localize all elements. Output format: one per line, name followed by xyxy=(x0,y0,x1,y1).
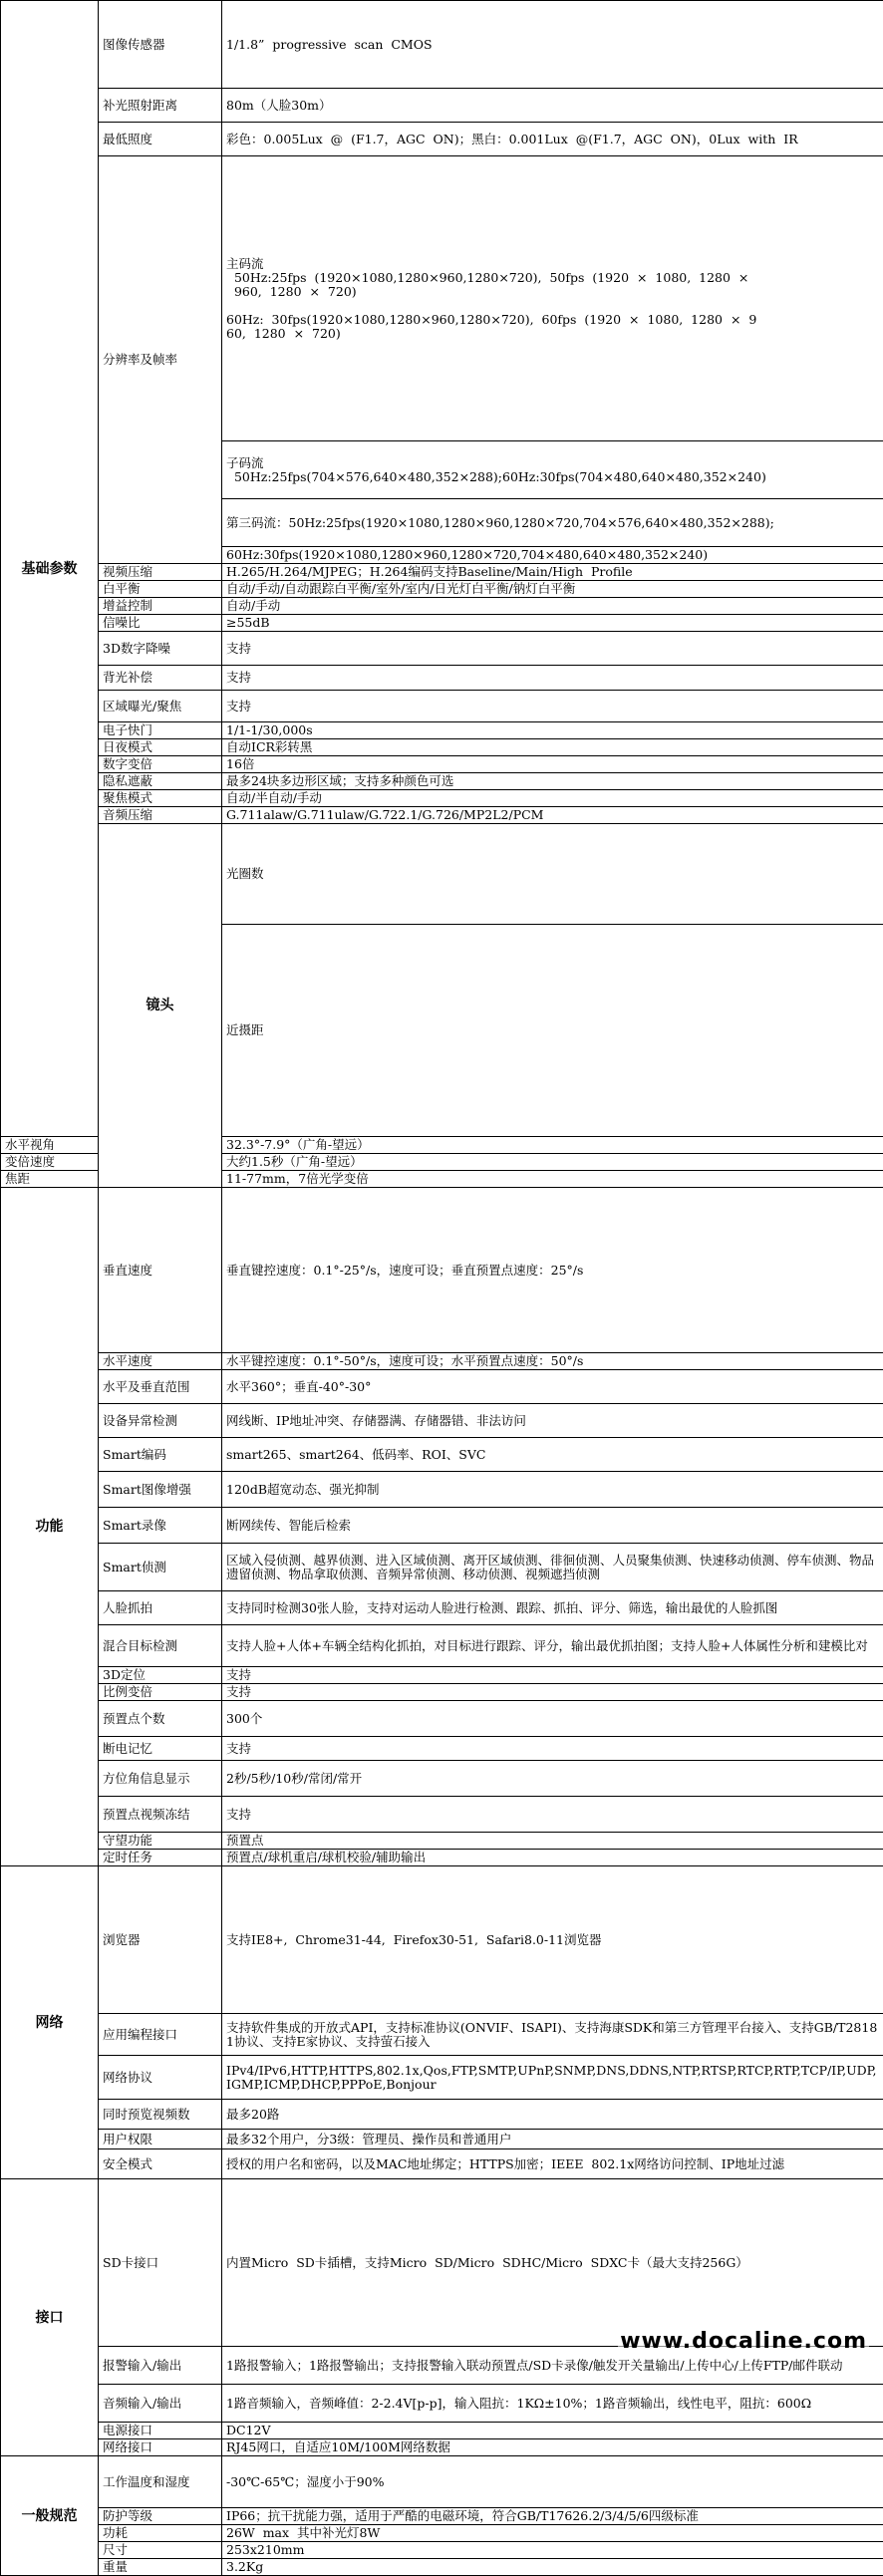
spec-value: 253x210mm xyxy=(222,2542,883,2559)
table-row xyxy=(1,1353,883,1370)
table-row xyxy=(1,2385,883,2423)
table-row xyxy=(1,2423,883,2439)
spec-value: 支持 xyxy=(222,666,883,691)
spec-key: 防护等级 xyxy=(99,2508,222,2525)
spec-value: DC12V xyxy=(222,2423,883,2439)
spec-value: 支持软件集成的开放式API，支持标准协议(ONVIF、ISAPI)、支持海康SDK和第三方管理平台接入、支持GB/T28181协议、支持E家协议、支持萤石接入 xyxy=(222,2014,883,2056)
spec-value: 支持同时检测30张人脸，支持对运动人脸进行检测、跟踪、抓拍、评分、筛选，输出最优的人脸抓图 xyxy=(222,1591,883,1625)
spec-key: 信噪比 xyxy=(99,615,222,632)
spec-value: 支持 xyxy=(222,632,883,666)
spec-value: 内置Micro SD卡插槽，支持Micro SD/Micro SDHC/Micro SDXC卡（最大支持256G） xyxy=(222,2179,883,2347)
spec-value: 自动/半自动/手动 xyxy=(222,790,883,807)
table-row xyxy=(1,1438,883,1472)
spec-value: 1/1.8” progressive scan CMOS xyxy=(222,1,883,89)
spec-value: 支持 xyxy=(222,1667,883,1684)
spec-key: 焦距 xyxy=(1,1171,99,1188)
table-row xyxy=(1,1761,883,1797)
table-row xyxy=(1,1188,883,1353)
spec-value: 26W max 其中补光灯8W xyxy=(222,2525,883,2542)
spec-key: 电子快门 xyxy=(99,722,222,739)
table-row xyxy=(1,581,883,598)
spec-key: 白平衡 xyxy=(99,581,222,598)
spec-value: 子码流 50Hz:25fps(704×576,640×480,352×288);60Hz:30fps(704×480,640×480,352×240) xyxy=(222,441,883,499)
spec-key: 隐私遮蔽 xyxy=(99,773,222,790)
section-network: 网络 xyxy=(1,1866,99,2179)
section-lens: 镜头 xyxy=(99,824,222,1188)
table-row xyxy=(1,156,883,441)
table-row xyxy=(1,2149,883,2179)
spec-key: 守望功能 xyxy=(99,1833,222,1850)
table-row xyxy=(1,123,883,156)
spec-key: 补光照射距离 xyxy=(99,89,222,123)
spec-key: 日夜模式 xyxy=(99,739,222,756)
spec-key: 背光补偿 xyxy=(99,666,222,691)
spec-value: 彩色：0.005Lux @ (F1.7，AGC ON)；黑白：0.001Lux @(F1.7，AGC ON)，0Lux with IR xyxy=(222,123,883,156)
spec-value: 300个 xyxy=(222,1701,883,1737)
table-row xyxy=(1,2525,883,2542)
spec-key: 音频输入/输出 xyxy=(99,2385,222,2423)
table-row xyxy=(1,1472,883,1508)
table-row xyxy=(1,666,883,691)
spec-key: 浏览器 xyxy=(99,1866,222,2014)
table-row xyxy=(1,756,883,773)
spec-key: 网络接口 xyxy=(99,2439,222,2456)
spec-value: 授权的用户名和密码，以及MAC地址绑定；HTTPS加密；IEEE 802.1x网络访问控制、IP地址过滤 xyxy=(222,2149,883,2179)
spec-value: 自动ICR彩转黑 xyxy=(222,739,883,756)
spec-key: 网络协议 xyxy=(99,2056,222,2100)
table-row xyxy=(1,2508,883,2525)
table-row xyxy=(1,1701,883,1737)
spec-key: 比例变倍 xyxy=(99,1684,222,1701)
spec-value: H.265/H.264/MJPEG；H.264编码支持Baseline/Main/High Profile xyxy=(222,564,883,581)
spec-key: 3D定位 xyxy=(99,1667,222,1684)
table-row xyxy=(1,2100,883,2130)
spec-value: 最多20路 xyxy=(222,2100,883,2130)
table-row xyxy=(1,632,883,666)
table-row xyxy=(1,1797,883,1833)
spec-key: 应用编程接口 xyxy=(99,2014,222,2056)
table-row xyxy=(1,2130,883,2149)
spec-key: 光圈数 xyxy=(222,824,883,925)
spec-value: 水平360°；垂直-40°-30° xyxy=(222,1370,883,1404)
table-row xyxy=(1,89,883,123)
spec-value: 断网续传、智能后检索 xyxy=(222,1508,883,1544)
table-row xyxy=(1,1866,883,2014)
table-row xyxy=(1,1508,883,1544)
spec-value: smart265、smart264、低码率、ROI、SVC xyxy=(222,1438,883,1472)
spec-key: 视频压缩 xyxy=(99,564,222,581)
table-row xyxy=(1,1370,883,1404)
table-row xyxy=(1,2542,883,2559)
table-row xyxy=(1,1850,883,1866)
table-row xyxy=(1,615,883,632)
spec-key: 最低照度 xyxy=(99,123,222,156)
spec-key: 断电记忆 xyxy=(99,1737,222,1761)
spec-key: 预置点个数 xyxy=(99,1701,222,1737)
watermark: www.docaline.com xyxy=(618,2329,869,2354)
spec-key: Smart图像增强 xyxy=(99,1472,222,1508)
spec-value: 大约1.5秒（广角-望远） xyxy=(222,1154,883,1171)
spec-key: 预置点视频冻结 xyxy=(99,1797,222,1833)
spec-value: 水平键控速度：0.1°-50°/s，速度可设；水平预置点速度：50°/s xyxy=(222,1353,883,1370)
spec-key: 水平视角 xyxy=(1,1137,99,1154)
table-row xyxy=(1,790,883,807)
spec-value: 2秒/5秒/10秒/常闭/常开 xyxy=(222,1761,883,1797)
table-row xyxy=(1,1684,883,1701)
spec-key: 水平及垂直范围 xyxy=(99,1370,222,1404)
section-interfaces: 接口 xyxy=(1,2179,99,2456)
spec-key: 定时任务 xyxy=(99,1850,222,1866)
spec-key: 同时预览视频数 xyxy=(99,2100,222,2130)
table-row xyxy=(1,1404,883,1438)
spec-key: 数字变倍 xyxy=(99,756,222,773)
table-row xyxy=(1,2439,883,2456)
spec-value: -30℃-65℃；湿度小于90% xyxy=(222,2456,883,2508)
spec-key: 电源接口 xyxy=(99,2423,222,2439)
table-row xyxy=(1,2056,883,2100)
spec-value: 自动/手动/自动跟踪白平衡/室外/室内/日光灯白平衡/钠灯白平衡 xyxy=(222,581,883,598)
table-row xyxy=(1,1591,883,1625)
spec-value: 主码流 50Hz:25fps (1920×1080,1280×960,1280×720), 50fps (1920 × 1080, 1280 × 960, 1280 × 720) 60Hz: 30fps(1920×1080,1280×960,1280×720), 60fps (1920 × 1080, 1280 × 9 60, 1280 × 720) xyxy=(222,156,883,441)
spec-value: 支持IE8+, Chrome31-44, Firefox30-51, Safari8.0-11浏览器 xyxy=(222,1866,883,2014)
spec-key: 用户权限 xyxy=(99,2130,222,2149)
spec-value: 最多32个用户，分3级：管理员、操作员和普通用户 xyxy=(222,2130,883,2149)
spec-key: SD卡接口 xyxy=(99,2179,222,2347)
table-row xyxy=(1,564,883,581)
spec-value: G.711alaw/G.711ulaw/G.722.1/G.726/MP2L2/PCM xyxy=(222,807,883,824)
spec-value: 支持 xyxy=(222,1737,883,1761)
spec-key: 人脸抓拍 xyxy=(99,1591,222,1625)
spec-value: 预置点 xyxy=(222,1833,883,1850)
spec-value: 支持 xyxy=(222,691,883,722)
spec-key: 聚焦模式 xyxy=(99,790,222,807)
spec-value: 支持 xyxy=(222,1797,883,1833)
spec-key: 增益控制 xyxy=(99,598,222,615)
table-row xyxy=(1,824,883,925)
spec-value: 3.2Kg xyxy=(222,2559,883,2576)
spec-value: 16倍 xyxy=(222,756,883,773)
section-basic-params: 基础参数 xyxy=(1,1,99,1137)
table-row xyxy=(1,1667,883,1684)
spec-key: 水平速度 xyxy=(99,1353,222,1370)
spec-value: RJ45网口，自适应10M/100M网络数据 xyxy=(222,2439,883,2456)
spec-key: Smart录像 xyxy=(99,1508,222,1544)
spec-key: 近摄距 xyxy=(222,925,883,1137)
spec-key: 方位角信息显示 xyxy=(99,1761,222,1797)
spec-key: 安全模式 xyxy=(99,2149,222,2179)
spec-key: 工作温度和湿度 xyxy=(99,2456,222,2508)
spec-key: 尺寸 xyxy=(99,2542,222,2559)
table-row xyxy=(1,1625,883,1667)
spec-value: IPv4/IPv6,HTTP,HTTPS,802.1x,Qos,FTP,SMTP,UPnP,SNMP,DNS,DDNS,NTP,RTSP,RTCP,RTP,TCP/IP,UDP,IGMP,ICMP,DHCP,PPPoE,Bonjour xyxy=(222,2056,883,2100)
spec-value: 预置点/球机重启/球机校验/辅助输出 xyxy=(222,1850,883,1866)
spec-key: 区域曝光/聚焦 xyxy=(99,691,222,722)
table-row xyxy=(1,2559,883,2576)
spec-key: 重量 xyxy=(99,2559,222,2576)
spec-value: 1/1-1/30,000s xyxy=(222,722,883,739)
spec-key: 变倍速度 xyxy=(1,1154,99,1171)
spec-value: 垂直键控速度：0.1°-25°/s，速度可设；垂直预置点速度：25°/s xyxy=(222,1188,883,1353)
spec-value: 11-77mm，7倍光学变倍 xyxy=(222,1171,883,1188)
spec-key: 音频压缩 xyxy=(99,807,222,824)
spec-value: 支持人脸+人体+车辆全结构化抓拍，对目标进行跟踪、评分，输出最优抓拍图；支持人脸+人体属性分析和建模比对 xyxy=(222,1625,883,1667)
spec-value: 1路音频输入，音频峰值：2-2.4V[p-p]，输入阻抗：1KΩ±10%；1路音频输出，线性电平，阻抗：600Ω xyxy=(222,2385,883,2423)
spec-key: 混合目标检测 xyxy=(99,1625,222,1667)
spec-value: IP66；抗干扰能力强，适用于严酷的电磁环境，符合GB/T17626.2/3/4/5/6四级标准 xyxy=(222,2508,883,2525)
spec-value: 1路报警输入；1路报警输出；支持报警输入联动预置点/SD卡录像/触发开关量输出/上传中心/上传FTP/邮件联动 xyxy=(222,2347,883,2385)
spec-value: 60Hz:30fps(1920×1080,1280×960,1280×720,704×480,640×480,352×240) xyxy=(222,547,883,564)
spec-value: 支持 xyxy=(222,1684,883,1701)
spec-value: 第三码流：50Hz:25fps(1920×1080,1280×960,1280×720,704×576,640×480,352×288); xyxy=(222,499,883,547)
spec-key: 报警输入/输出 xyxy=(99,2347,222,2385)
table-row xyxy=(1,1833,883,1850)
spec-value: 网线断、IP地址冲突、存储器满、存储器错、非法访问 xyxy=(222,1404,883,1438)
table-row xyxy=(1,1737,883,1761)
table-row xyxy=(1,807,883,824)
spec-value: ≥55dB xyxy=(222,615,883,632)
table-row xyxy=(1,598,883,615)
table-row xyxy=(1,722,883,739)
spec-key: Smart侦测 xyxy=(99,1544,222,1591)
spec-value: 120dB超宽动态、强光抑制 xyxy=(222,1472,883,1508)
spec-value: 80m（人脸30m） xyxy=(222,89,883,123)
section-general-specs: 一般规范 xyxy=(1,2456,99,2576)
spec-key: 分辨率及帧率 xyxy=(99,156,222,564)
section-functions: 功能 xyxy=(1,1188,99,1866)
table-row xyxy=(1,1,883,89)
table-row xyxy=(1,1544,883,1591)
spec-value: 32.3°-7.9°（广角-望远） xyxy=(222,1137,883,1154)
spec-key: 功耗 xyxy=(99,2525,222,2542)
spec-value: 最多24块多边形区域；支持多种颜色可选 xyxy=(222,773,883,790)
table-row xyxy=(1,2179,883,2347)
spec-key: 图像传感器 xyxy=(99,1,222,89)
spec-value: 自动/手动 xyxy=(222,598,883,615)
spec-value: 区域入侵侦测、越界侦测、进入区域侦测、离开区域侦测、徘徊侦测、人员聚集侦测、快速移动侦测、停车侦测、物品遗留侦测、物品拿取侦测、音频异常侦测、移动侦测、视频遮挡侦测 xyxy=(222,1544,883,1591)
table-row xyxy=(1,2456,883,2508)
spec-key: Smart编码 xyxy=(99,1438,222,1472)
table-row xyxy=(1,2014,883,2056)
spec-key: 3D数字降噪 xyxy=(99,632,222,666)
table-row xyxy=(1,773,883,790)
spec-key: 设备异常检测 xyxy=(99,1404,222,1438)
table-row xyxy=(1,691,883,722)
spec-key: 垂直速度 xyxy=(99,1188,222,1353)
table-row xyxy=(1,739,883,756)
